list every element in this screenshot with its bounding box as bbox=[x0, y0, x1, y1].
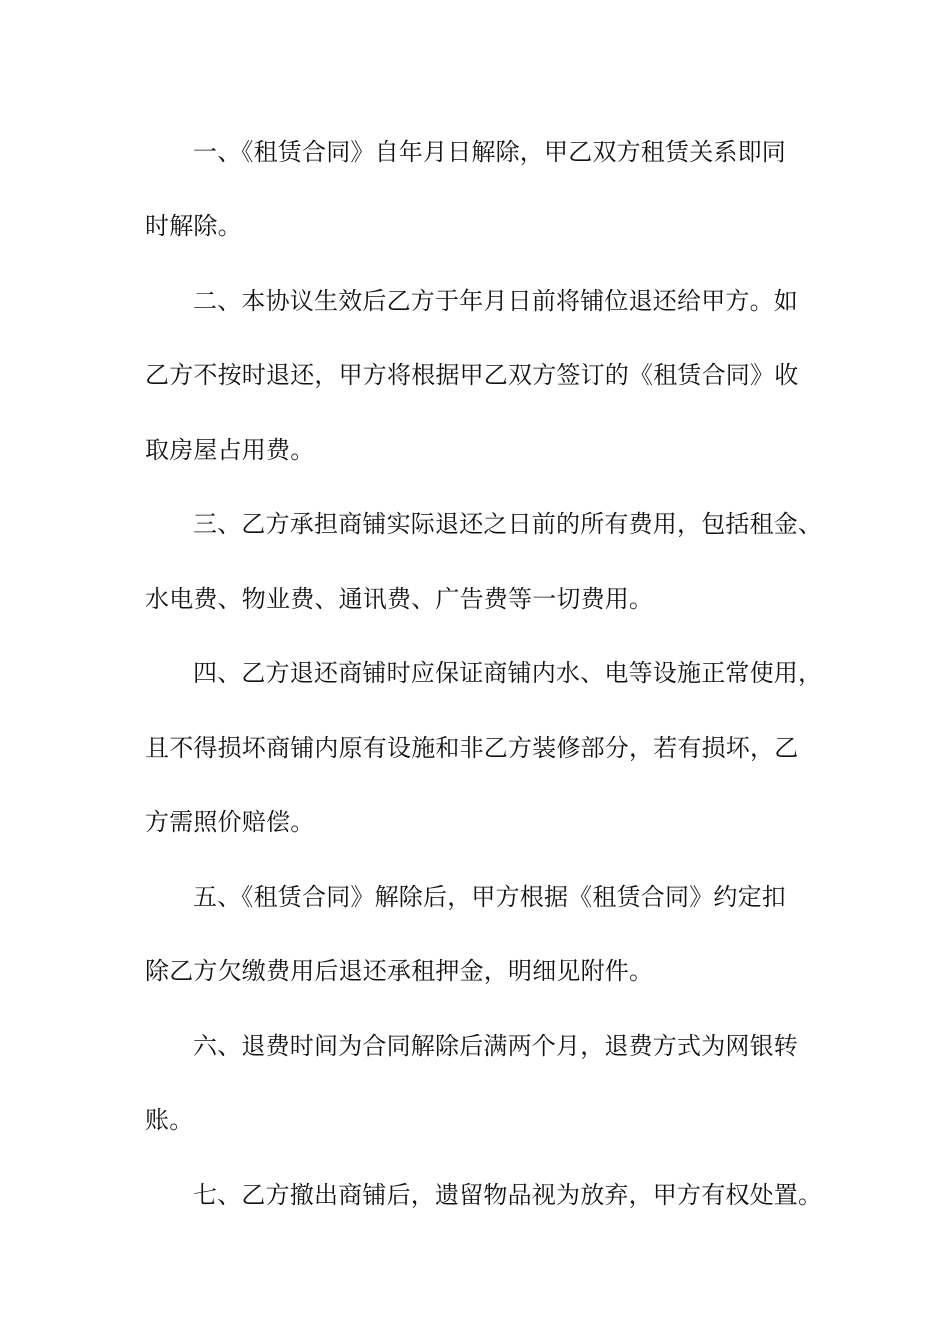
clause-4-line-1: 四、乙方退还商铺时应保证商铺内水、电等设施正常使用， bbox=[193, 659, 823, 687]
clause-4-line-2: 且不得损坏商铺内原有设施和非乙方装修部分，若有损坏，乙 bbox=[145, 734, 799, 762]
clause-6-line-2: 账。 bbox=[145, 1106, 194, 1134]
clause-5-line-2: 除乙方欠缴费用后退还承租押金，明细见附件。 bbox=[145, 957, 654, 985]
clause-3-line-1: 三、乙方承担商铺实际退还之日前的所有费用，包括租金、 bbox=[193, 510, 823, 538]
clause-2-line-1: 二、本协议生效后乙方于年月日前将铺位退还给甲方。如 bbox=[193, 287, 798, 315]
clause-5-line-1: 五、《租赁合同》解除后，甲方根据《租赁合同》约定扣 bbox=[193, 883, 786, 911]
clause-1-line-2: 时解除。 bbox=[145, 212, 242, 240]
clause-2-line-2: 乙方不按时退还，甲方将根据甲乙双方签订的《租赁合同》收 bbox=[145, 361, 799, 389]
clause-2-line-3: 取房屋占用费。 bbox=[145, 436, 315, 464]
clause-6-line-1: 六、退费时间为合同解除后满两个月，退费方式为网银转 bbox=[193, 1032, 798, 1060]
clause-7-line-1: 七、乙方撤出商铺后，遗留物品视为放弃，甲方有权处置。 bbox=[193, 1181, 823, 1209]
clause-1-line-1: 一、《租赁合同》自年月日解除，甲乙双方租赁关系即同 bbox=[193, 138, 786, 166]
clause-4-line-3: 方需照价赔偿。 bbox=[145, 808, 315, 836]
clause-3-line-2: 水电费、物业费、通讯费、广告费等一切费用。 bbox=[145, 585, 654, 613]
